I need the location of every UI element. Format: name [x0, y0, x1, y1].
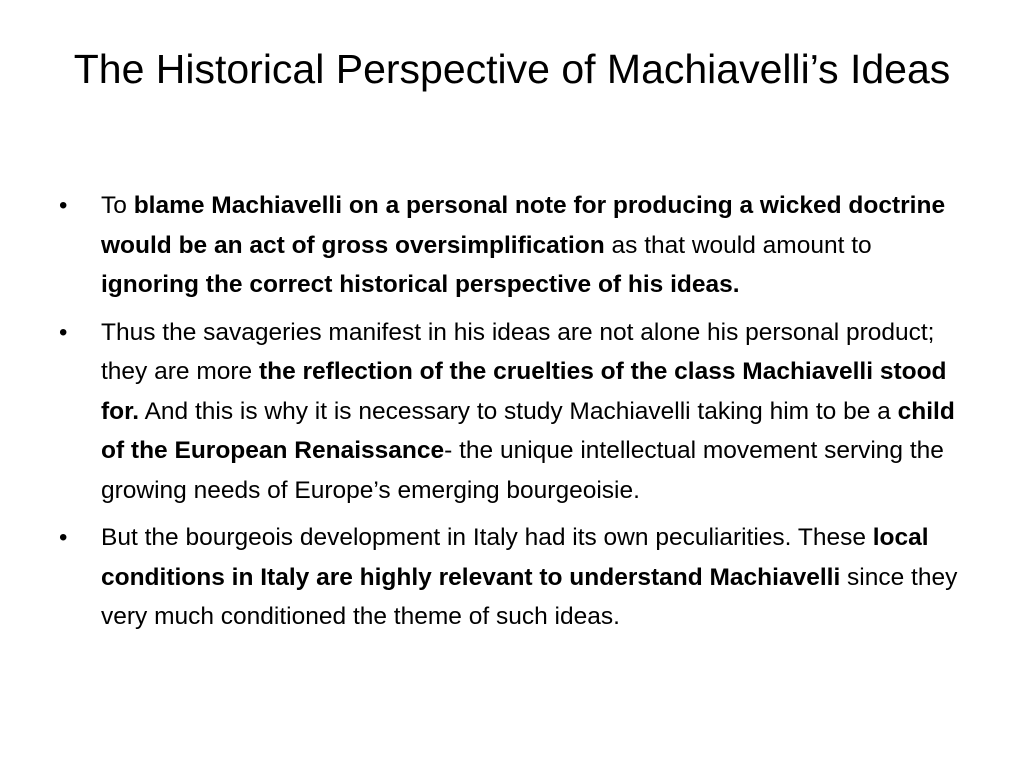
text-run-bold: child of the European Renaissance: [101, 397, 955, 464]
text-run-bold: ignoring the correct historical perspective of his ideas.: [101, 271, 740, 298]
bullet-list: [54, 186, 974, 645]
bullet-dot-icon: •: [59, 318, 68, 346]
bullet-item: [54, 186, 974, 305]
text-run: Thus the savageries manifest in his ideas are not alone his personal product; they are more: [101, 318, 935, 385]
bullet-dot-icon: •: [59, 524, 68, 551]
text-run-bold: local conditions in Italy are highly relevant to understand Machiavelli: [101, 524, 929, 591]
text-run: To: [101, 192, 134, 219]
text-run: as that would amount to: [604, 231, 872, 259]
text-run: But the bourgeois development in Italy had its own peculiarities. These: [101, 524, 873, 551]
text-run: since they very much conditioned the theme of such ideas.: [101, 563, 958, 630]
bullet-text: [101, 524, 957, 630]
text-run: And this is why it is necessary to study Machiavelli taking him to be a: [139, 397, 898, 425]
text-run-bold: the reflection of the cruelties of the class Machiavelli stood for.: [101, 358, 947, 425]
bullet-item: [54, 518, 974, 637]
slide-title: The Historical Perspective of Machiavelli’s Ideas: [73, 46, 951, 92]
text-run: - the unique intellectual movement serving the growing needs of Europe’s emerging bourgeoisie.: [101, 437, 944, 504]
bullet-text: [101, 319, 955, 504]
bullet-text: [101, 192, 945, 298]
bullet-dot-icon: •: [59, 192, 68, 219]
bullet-item: [54, 313, 974, 511]
text-run-bold: blame Machiavelli on a personal note for producing a wicked doctrine would be an act of gross oversimplification: [101, 192, 946, 259]
